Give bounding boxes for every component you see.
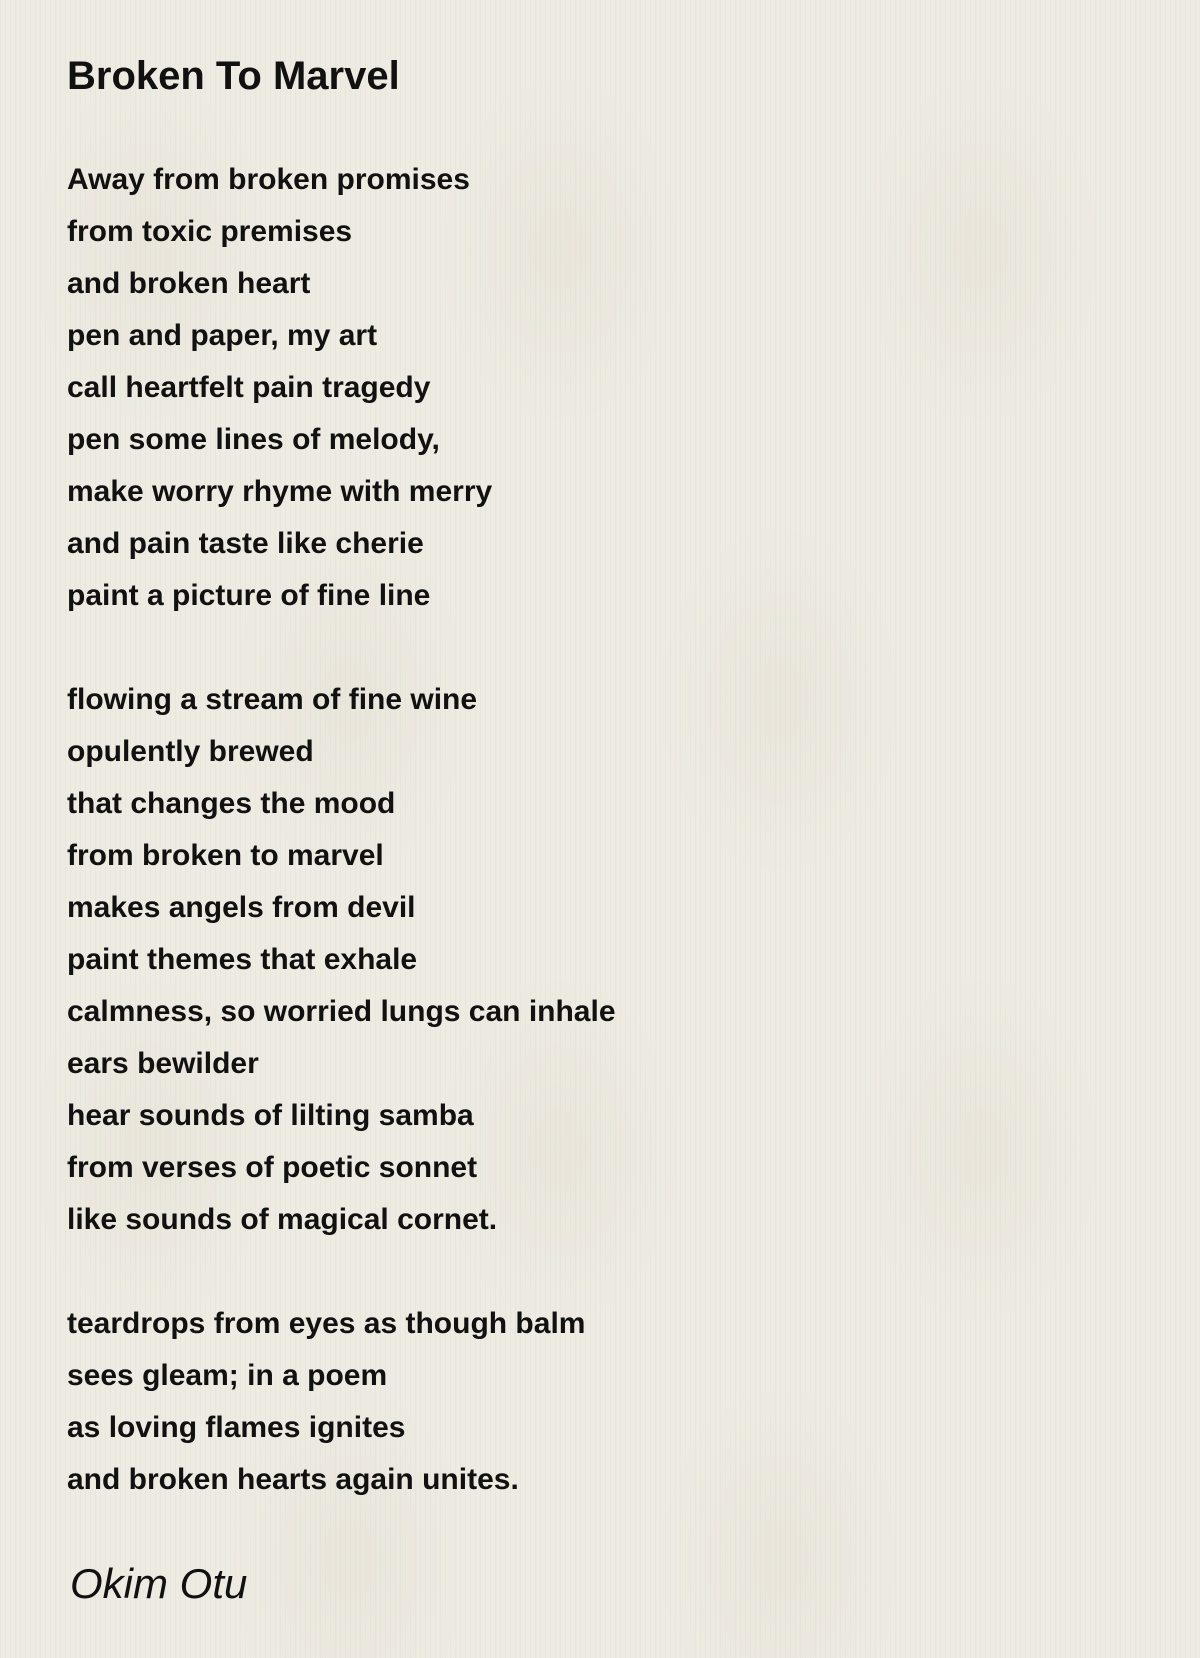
poem-line: calmness, so worried lungs can inhale <box>67 995 616 1028</box>
stanza-2 <box>67 674 1147 1246</box>
poem-line: sees gleam; in a poem <box>67 1359 388 1392</box>
poem-card <box>67 50 1147 1558</box>
poem-line: pen and paper, my art <box>67 319 378 352</box>
poem-line: flowing a stream of fine wine <box>67 683 478 716</box>
poem-line: and broken heart <box>67 267 311 300</box>
poem-line: pen some lines of melody, <box>67 423 440 456</box>
poem-line: teardrops from eyes as though balm <box>67 1307 586 1340</box>
poem-line: makes angels from devil <box>67 891 416 924</box>
poem-body <box>67 154 1147 1506</box>
poem-line: opulently brewed <box>67 735 314 768</box>
poem-line: as loving flames ignites <box>67 1411 406 1444</box>
poem-title: Broken To Marvel <box>67 54 400 98</box>
poem-line: that changes the mood <box>67 787 396 820</box>
stanza-3 <box>67 1298 1147 1506</box>
poem-line: and broken hearts again unites. <box>67 1463 519 1496</box>
poem-line: and pain taste like cherie <box>67 527 424 560</box>
poem-line: from broken to marvel <box>67 839 384 872</box>
poem-line: from verses of poetic sonnet <box>67 1151 478 1184</box>
poem-line: make worry rhyme with merry <box>67 475 493 508</box>
poem-line: paint a picture of fine line <box>67 579 431 612</box>
poem-line: paint themes that exhale <box>67 943 418 976</box>
poem-line: like sounds of magical cornet. <box>67 1203 498 1236</box>
poem-line: ears bewilder <box>67 1047 259 1080</box>
poem-line: from toxic premises <box>67 215 353 248</box>
poem-line: call heartfelt pain tragedy <box>67 371 431 404</box>
stanza-1 <box>67 154 1147 622</box>
poem-line: hear sounds of lilting samba <box>67 1099 474 1132</box>
poem-line: Away from broken promises <box>67 163 470 196</box>
poem-author: Okim Otu <box>70 1560 248 1607</box>
